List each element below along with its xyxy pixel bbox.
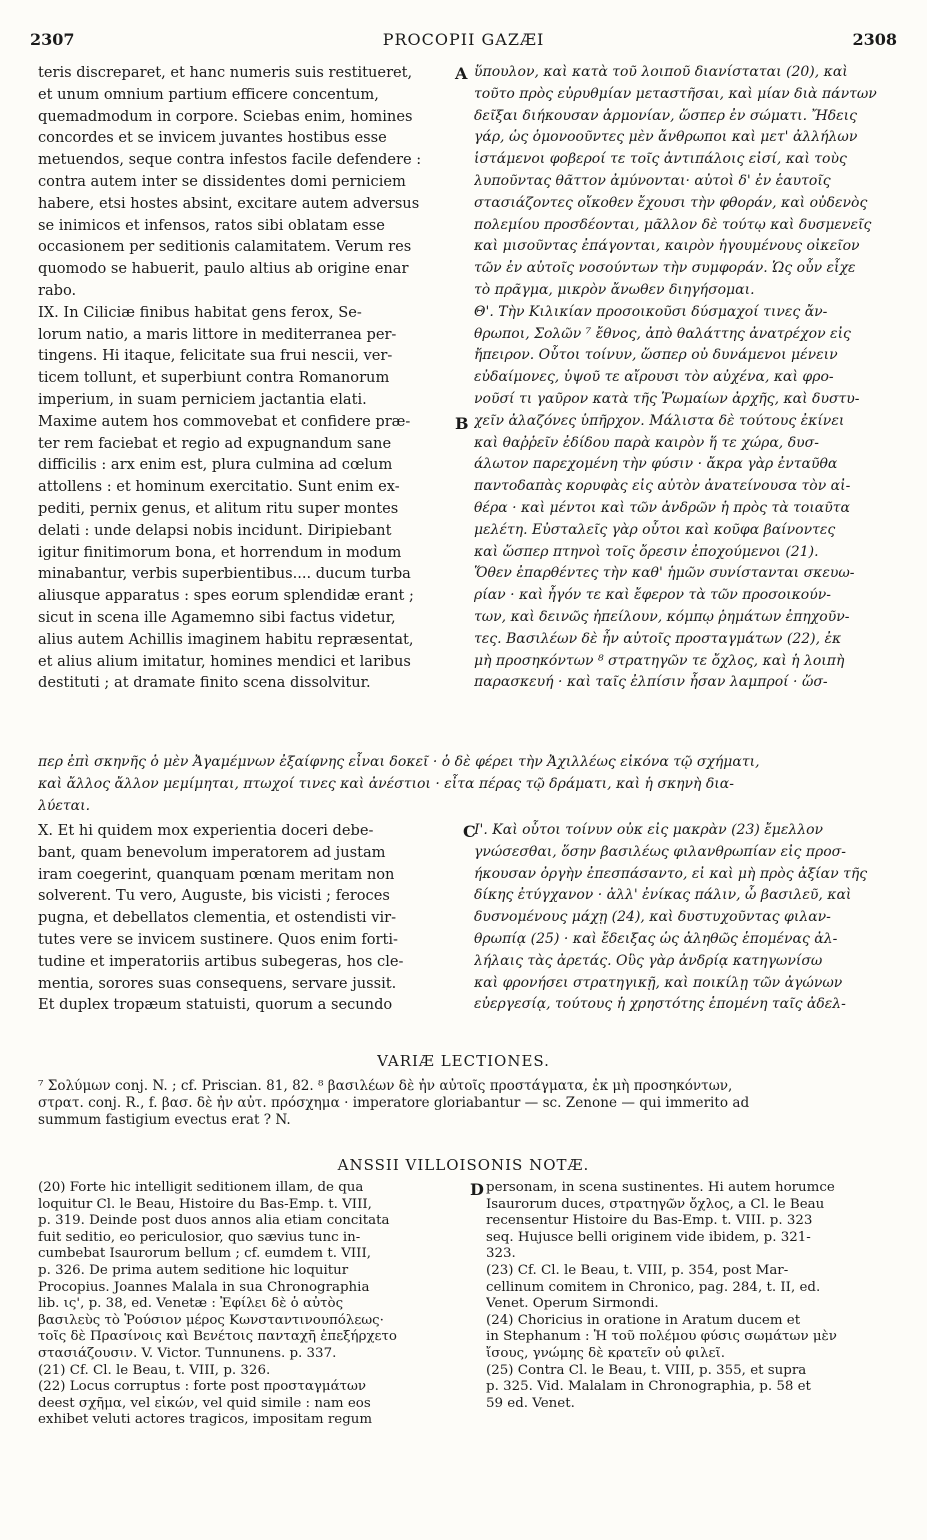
greek-line: Θ'. Τὴν Κιλικίαν προσοικοῦσι δύσμαχοί τινες ἄν- xyxy=(474,303,828,320)
note-line: βασιλεὺς τὸ Ῥούσιον μέρος Κωνσταντινουπόλεως· xyxy=(38,1312,384,1328)
note-line: p. 319. Deinde post duos annos alia etiam concitata xyxy=(38,1213,390,1229)
greek-line: δυσνομένους μάχῃ (24), καὶ δυστυχοῦντας φιλαν- xyxy=(474,909,831,926)
variant-reading-line: στρατ. conj. R., f. βασ. δὲ ἦν αὐτ. πρόσχημα · imperatore gloriabantur — sc. Zenone — qui immerito ad xyxy=(38,1095,750,1111)
note-line: personam, in scena sustinentes. Hi autem horumce xyxy=(486,1180,835,1195)
greek-line: γάρ, ὡς ὁμονοοῦντες μὲν ἄνθρωποι καὶ μετ' ἀλλήλων xyxy=(474,129,858,146)
latin-line: et unum omnium partium efficere concentum, xyxy=(38,85,379,103)
note-line: (24) Choricius in oratione in Aratum ducem et xyxy=(486,1312,801,1328)
latin-line: X. Et hi quidem mox experientia doceri debe- xyxy=(38,822,374,839)
latin-line: difficilis : arx enim est, plura culmina ad cœlum xyxy=(38,456,393,474)
latin-line: minabantur, verbis superbientibus.... ducum turba xyxy=(38,565,411,583)
greek-line: καὶ ἄλλος ἄλλον μεμίμηται, πτωχοί τινες καὶ ἀνέστιοι · εἶτα πέρας τῷ δράματι, καὶ ἡ σκηνὴ δια- xyxy=(38,775,734,792)
section-marker-a: A xyxy=(455,64,468,83)
greek-line: μὴ προσηκόντων ⁸ στρατηγῶν τε ὄχλος, καὶ ἡ λοιπὴ xyxy=(474,652,845,669)
greek-line: Ὅθεν ἐπαρθέντες τὴν καθ' ἡμῶν συνίστανται σκευω- xyxy=(474,565,855,582)
latin-line: quomodo se habuerit, paulo altius ab origine enar xyxy=(38,260,409,278)
greek-line: θρωποι, Σολῶν ⁷ ἔθνος, ἀπὸ θαλάττης ἀνατρέχον εἰς xyxy=(474,325,851,342)
greek-line: γνώσεσθαι, ὅσην βασιλέως φιλανθρωπίαν εἰς προσ- xyxy=(474,843,846,860)
latin-line: occasionem per seditionis calamitatem. Verum res xyxy=(38,238,412,256)
note-line: στασιάζουσιν. V. Victor. Tunnunens. p. 337. xyxy=(38,1345,337,1361)
greek-line: λήλαις τὰς ἀρετάς. Οὓς γὰρ ἀνδρίᾳ κατηγωνίσω xyxy=(474,952,823,969)
variant-reading-line: ⁷ Σολύμων conj. N. ; cf. Priscian. 81, 82. ⁸ βασιλέων δὲ ἦν αὐτοῖς προστάγματα, ἐκ μὴ προσηκόντων, xyxy=(38,1078,733,1094)
greek-line: χεῖν ἀλαζόνες ὑπῆρχον. Μάλιστα δὲ τούτους ἐκίνει xyxy=(474,412,845,429)
note-line: cellinum comitem in Chronico, pag. 284, t. II, ed. xyxy=(486,1279,821,1295)
note-line: (23) Cf. Cl. le Beau, t. VIII, p. 354, post Mar- xyxy=(486,1262,789,1278)
latin-line: et alius alium imitatur, homines mendici et laribus xyxy=(38,652,411,670)
left-page-number: 2307 xyxy=(30,30,75,49)
running-title: PROCOPII GAZÆI xyxy=(382,30,545,49)
greek-text-column-2 xyxy=(474,820,892,1016)
greek-line: καὶ θαῤῥεῖν ἐδίδου παρὰ καιρὸν ἥ τε χώρα, δυσ- xyxy=(474,434,819,451)
greek-line: λυποῦντας θᾶττον ἀμύνονται· αὐτοὶ δ' ἐν ἑαυτοῖς xyxy=(474,172,831,189)
latin-line: habere, etsi hostes absint, excitare autem adversus xyxy=(38,194,420,212)
greek-line: των, καὶ δεινῶς ἠπείλουν, κόμπῳ ῥημάτων ἐπηχοῦν- xyxy=(474,608,850,625)
greek-line: καὶ φρονήσει στρατηγικῇ, καὶ ποικίλῃ τῶν ἀγώνων xyxy=(474,974,843,991)
latin-line: delati : unde delapsi nobis incidunt. Diripiebant xyxy=(38,521,392,539)
latin-line: se inimicos et infensos, ratos sibi oblatam esse xyxy=(38,216,385,234)
latin-line: Et duplex tropæum statuisti, quorum a secundo xyxy=(38,996,393,1014)
note-line: (21) Cf. Cl. le Beau, t. VIII, p. 326. xyxy=(38,1362,271,1378)
greek-line: μελέτη. Εὐσταλεῖς γὰρ οὗτοι καὶ κοῦφα βαίνοντες xyxy=(474,521,836,538)
greek-line: νοῦσί τι γαῦρον κατὰ τῆς Ῥωμαίων ἀρχῆς, καὶ δυστυ- xyxy=(474,390,860,407)
section-marker-c: C xyxy=(463,822,476,841)
note-line: τοῖς δὲ Πρασίνοις καὶ Βενέτοις πανταχῆ ἐπεξήρχετο xyxy=(38,1329,397,1345)
latin-line: pugna, et debellatos clementia, et ostendisti vir- xyxy=(38,909,397,927)
note-line: deest σχῆμα, vel εἰκών, vel quid simile : nam eos xyxy=(38,1395,371,1411)
latin-line: igitur finitimorum bona, et horrendum in modum xyxy=(38,543,402,561)
variae-lectiones xyxy=(38,1078,898,1129)
greek-line: θρωπίᾳ (25) · καὶ ἔδειξας ὡς ἀληθῶς ἑπομένας ἀλ- xyxy=(474,930,838,947)
note-line: cumbebat Isaurorum bellum ; cf. eumdem t. VIII, xyxy=(38,1246,372,1262)
greek-line: ήκουσαν ὀργὴν ἐπεσπάσαντο, εἰ καὶ μὴ πρὸς ἀξίαν τῆς xyxy=(474,865,868,882)
greek-line: περ ἐπὶ σκηνῆς ὁ μὲν Ἀγαμέμνων ἐξαίφνης εἶναι δοκεῖ · ὁ δὲ φέρει τὴν Ἀχιλλέως εἰκόνα τῷ σχήματι, xyxy=(38,754,760,770)
latin-line: mentia, sorores suas consequens, servare jussit. xyxy=(38,974,397,992)
latin-line: quemadmodum in corpore. Sciebas enim, homines xyxy=(38,107,413,125)
latin-line: alius autem Achillis imaginem habitu repræsentat, xyxy=(38,630,414,648)
greek-line: τῶν ἐν αὐτοῖς νοσούντων τὴν συμφοράν. Ὡς οὖν εἶχε xyxy=(474,260,856,277)
greek-line: παντοδαπὰς κορυφὰς εἰς αὐτὸν ἀνατείνουσα τὸν αἰ- xyxy=(474,478,851,495)
greek-line: δεῖξαι διήκουσαν ἁρμονίαν, ὥσπερ ἐν σώματι. Ἤδεις xyxy=(474,107,858,124)
latin-line: tudine et imperatoriis artibus subegeras, hos cle- xyxy=(38,952,404,970)
page-header xyxy=(0,30,927,54)
note-line: (25) Contra Cl. le Beau, t. VIII, p. 355, et supra xyxy=(486,1362,807,1378)
greek-line: τες. Βασιλέων δὲ ἦν αὐτοῖς προσταγμάτων (22), ἐκ xyxy=(474,630,842,647)
latin-line: IX. In Ciliciæ finibus habitat gens ferox, Se- xyxy=(38,303,362,321)
greek-line: ἱστάμενοι φοβεροί τε τοῖς ἀντιπάλοις εἰσί, καὶ τοὺς xyxy=(474,151,847,168)
variae-lectiones-title: VARIÆ LECTIONES. xyxy=(377,1052,550,1070)
latin-line: ter rem faciebat et regio ad expugnandum sane xyxy=(38,434,392,452)
note-line: exhibet veluti actores tragicos, impositam regum xyxy=(38,1412,373,1428)
greek-line: τοῦτο πρὸς εὐρυθμίαν μεταστῆσαι, καὶ μίαν διὰ πάντων xyxy=(474,85,877,102)
latin-line: solverent. Tu vero, Auguste, bis vicisti ; feroces xyxy=(38,887,390,905)
latin-line: rabo. xyxy=(38,281,77,299)
latin-text-column-1 xyxy=(38,62,451,694)
note-line: lib. ις', p. 38, ed. Venetæ : Ἐφίλει δὲ ὁ αὐτὸς xyxy=(38,1296,344,1312)
right-page-number: 2308 xyxy=(852,30,897,49)
note-line: fuit seditio, eo periculosior, quo sævius tunc in- xyxy=(38,1229,361,1245)
variant-reading-line: summum fastigium evectus erat ? N. xyxy=(38,1112,291,1128)
latin-line: aliusque apparatus : spes eorum splendidæ erant ; xyxy=(38,587,414,605)
notes-right-column xyxy=(486,1180,898,1412)
section-marker-b: B xyxy=(455,414,469,433)
latin-line: ticem tollunt, et superbiunt contra Romanorum xyxy=(38,369,390,387)
greek-full-width-text xyxy=(38,752,892,817)
greek-line: άλωτον παρεχομένη τὴν φύσιν · ἄκρα γὰρ ἐνταῦθα xyxy=(474,456,838,473)
note-line: p. 326. De prima autem seditione hic loquitur xyxy=(38,1262,349,1278)
latin-line: iram coegerint, quanquam pœnam meritam non xyxy=(38,865,395,883)
latin-line: tutes vere se invicem sustinere. Quos enim forti- xyxy=(38,930,398,948)
note-line: in Stephanum : Ἡ τοῦ πολέμου φύσις σωμάτων μὲν xyxy=(486,1329,837,1345)
note-line: p. 325. Vid. Malalam in Chronographia, p. 58 et xyxy=(486,1379,811,1395)
greek-line: στασιάζοντες οἴκοθεν ἔχουσι τὴν φθοράν, καὶ οὐδενὸς xyxy=(474,194,868,211)
greek-line: παρασκευή · καὶ ταῖς ἐλπίσιν ἦσαν λαμπροί · ὥσ- xyxy=(474,674,828,691)
latin-line: attollens : et hominum exercitatio. Sunt enim ex- xyxy=(38,478,400,496)
greek-line: δίκης ἐτύγχανον · ἀλλ' ἐνίκας πάλιν, ὦ βασιλεῦ, καὶ xyxy=(474,887,852,904)
latin-line: metuendos, seque contra infestos facile defendere : xyxy=(38,151,422,169)
latin-line: sicut in scena ille Agamemno sibi factus videtur, xyxy=(38,608,396,626)
greek-line: εὐδαίμονες, ὑψοῦ τε αἴρουσι τὸν αὐχένα, καὶ φρο- xyxy=(474,369,834,386)
latin-line: contra autem inter se dissidentes domi perniciem xyxy=(38,172,406,190)
greek-line: ρίαν · καὶ ἦγόν τε καὶ ἔφερον τὰ τῶν προσοικούν- xyxy=(474,587,831,604)
greek-line: εὐεργεσίᾳ, τούτους ἡ χρηστότης ἑπομένη ταῖς ἀδελ- xyxy=(474,996,846,1013)
greek-line: ὕπουλον, καὶ κατὰ τοῦ λοιποῦ διανίσταται (20), καὶ xyxy=(474,64,848,80)
greek-line: πολεμίου προσδέονται, μᾶλλον δὲ τούτῳ καὶ δυσμενεῖς xyxy=(474,216,872,233)
note-line: recensentur Histoire du Bas-Emp. t. VIII. p. 323 xyxy=(486,1213,813,1229)
note-line: seq. Hujusce belli originem vide ibidem, p. 321- xyxy=(486,1229,811,1245)
greek-line: θέρα · καὶ μέντοι καὶ τῶν ἀνδρῶν ἡ πρὸς τὰ τοιαῦτα xyxy=(474,499,850,516)
latin-line: imperium, in suam perniciem jactantia elati. xyxy=(38,390,367,408)
greek-line: ἤπειρον. Οὗτοι τοίνυν, ὥσπερ οὐ δυνάμενοι μένειν xyxy=(474,347,838,364)
note-line: Procopius. Joannes Malala in sua Chronographia xyxy=(38,1279,370,1295)
latin-line: pediti, pernix genus, et alitum ritu super montes xyxy=(38,499,399,517)
greek-line: τὸ πρᾶγμα, μικρὸν ἄνωθεν διηγήσομαι. xyxy=(474,281,755,298)
note-line: (20) Forte hic intelligit seditionem illam, de qua xyxy=(38,1180,364,1195)
greek-line: καὶ ὥσπερ πτηνοὶ τοῖς ὄρεσιν ἐποχούμενοι (21). xyxy=(474,543,819,560)
note-line: 59 ed. Venet. xyxy=(486,1395,575,1411)
greek-line: Ι'. Καὶ οὗτοι τοίνυν οὐκ εἰς μακρὰν (23) ἔμελλον xyxy=(474,822,824,838)
greek-line: λύεται. xyxy=(38,797,91,814)
latin-text-column-2 xyxy=(38,820,451,1016)
note-line: Venet. Operum Sirmondi. xyxy=(486,1296,659,1312)
note-line: loquitur Cl. le Beau, Histoire du Bas-Emp. t. VIII, xyxy=(38,1196,372,1212)
latin-line: bant, quam benevolum imperatorem ad justam xyxy=(38,843,386,861)
section-marker-d: D xyxy=(470,1180,484,1199)
latin-line: destituti ; at dramate finito scena dissolvitur. xyxy=(38,674,371,692)
note-line: 323. xyxy=(486,1246,516,1262)
latin-line: tingens. Hi itaque, felicitate sua frui nescii, ver- xyxy=(38,347,393,365)
greek-text-column-1 xyxy=(474,62,892,694)
note-line: ἴσους, γνώμης δὲ κρατεῖν οὐ φιλεῖ. xyxy=(486,1345,725,1361)
latin-line: Maxime autem hos commovebat et confidere præ- xyxy=(38,412,411,430)
latin-line: concordes et se invicem juvantes hostibus esse xyxy=(38,129,387,147)
latin-line: lorum natio, a maris littore in mediterranea per- xyxy=(38,325,397,343)
notes-left-column xyxy=(38,1180,463,1429)
note-line: Isaurorum duces, στρατηγῶν ὄχλος, a Cl. le Beau xyxy=(486,1196,825,1212)
greek-line: καὶ μισοῦντας ἐπάγονται, καιρὸν ἡγουμένους οἰκεῖον xyxy=(474,238,860,255)
note-line: (22) Locus corruptus : forte post προσταγμάτων xyxy=(38,1379,367,1395)
latin-line: teris discreparet, et hanc numeris suis restitueret, xyxy=(38,64,413,81)
notae-title: ANSSII VILLOISONIS NOTÆ. xyxy=(337,1156,590,1174)
